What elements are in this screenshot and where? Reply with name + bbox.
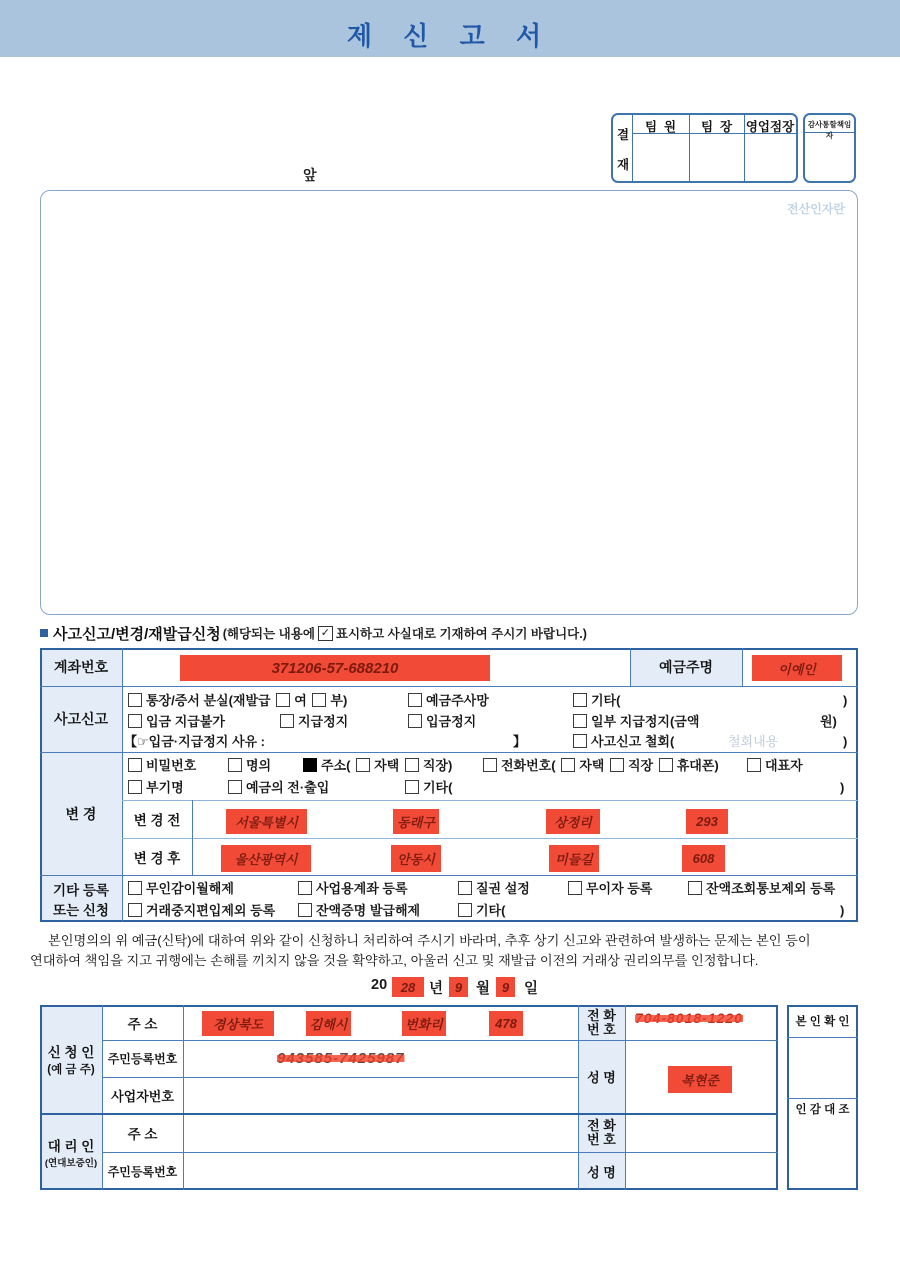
checkbox-etc-other[interactable] bbox=[458, 903, 472, 917]
paren-close: ) bbox=[843, 693, 848, 708]
after-change-label: 변 경 후 bbox=[133, 850, 181, 866]
audit-box bbox=[803, 113, 856, 183]
date-day-unit: 일 bbox=[524, 981, 539, 997]
grid-line bbox=[787, 1037, 858, 1038]
etc-item-7 bbox=[298, 902, 420, 919]
checkbox-representative[interactable] bbox=[747, 758, 761, 772]
phone-label-line2: 번 호 bbox=[587, 1021, 616, 1037]
agent-role-line1: 대 리 인 bbox=[47, 1138, 95, 1154]
date-month-value: 9 bbox=[449, 977, 468, 997]
depositor-name-label: 예금주명 bbox=[658, 659, 714, 675]
bracket-close: 】 bbox=[513, 734, 527, 749]
after-value-3: 미들길 bbox=[549, 845, 599, 872]
checkbox-label: 기타( bbox=[591, 693, 621, 708]
applicant-rrn-value: 943585-7425987 bbox=[277, 1050, 405, 1067]
applicant-rrn-label: 주민등록번호 bbox=[107, 1052, 178, 1066]
page-title: 제 신 고 서 bbox=[346, 21, 554, 51]
seal-compare-label: 인 감 대 조 bbox=[795, 1104, 850, 1116]
after-value-1: 울산광역시 bbox=[221, 845, 311, 872]
checkbox-balance-cert-release[interactable] bbox=[298, 903, 312, 917]
section-title: 사고신고/변경/재발급신청 bbox=[53, 625, 221, 643]
checkbox-label: 명의 bbox=[246, 758, 272, 773]
approval-col-team-member: 팀 원 bbox=[644, 120, 677, 134]
applicant-role-line2: (예 금 주) bbox=[47, 1064, 95, 1076]
checkbox-label: 전화번호( bbox=[501, 758, 556, 773]
checkbox-deposit-block[interactable] bbox=[128, 714, 142, 728]
checkbox-report-withdraw[interactable] bbox=[573, 734, 587, 748]
etc-item-8 bbox=[458, 902, 505, 919]
applicant-address-label: 주 소 bbox=[127, 1016, 158, 1032]
accident-item-withdraw bbox=[573, 733, 674, 750]
accident-item-partial-stop bbox=[573, 713, 699, 730]
depositor-name-value: 이예인 bbox=[752, 655, 842, 681]
checkmark-box-icon: ✓ bbox=[318, 626, 333, 641]
grid-line bbox=[102, 1040, 778, 1041]
checkbox-phone-change[interactable] bbox=[483, 758, 497, 772]
applicant-phone-value: 704-8018-1220 bbox=[635, 1010, 743, 1026]
checkbox-passbook-loss[interactable] bbox=[128, 693, 142, 707]
checkbox-label: 입금정지 bbox=[426, 714, 477, 729]
print-area-watermark: 전산인자란 bbox=[787, 202, 845, 216]
checkbox-label: 지급정지 bbox=[298, 714, 349, 729]
checkbox-label: 무인감이월해제 bbox=[146, 881, 234, 896]
checkbox-label: 비밀번호 bbox=[146, 758, 197, 773]
checkbox-label: 직장 bbox=[627, 758, 654, 773]
change-item-address bbox=[303, 757, 452, 774]
checkbox-label: 입금 지급불가 bbox=[146, 714, 225, 729]
paren-close: ) bbox=[840, 780, 845, 795]
accident-item-deposit-stop bbox=[408, 713, 476, 730]
change-section-label: 변 경 bbox=[65, 805, 97, 822]
before-value-3: 상정리 bbox=[546, 809, 600, 834]
checkbox-label: 잔액조회통보제외 등록 bbox=[706, 881, 836, 896]
grid-line bbox=[122, 800, 858, 801]
etc-item-1 bbox=[128, 880, 234, 897]
section-note-post: 표시하고 사실대로 기재하여 주시기 바랍니다.) bbox=[335, 627, 587, 641]
change-item-phone bbox=[483, 757, 719, 774]
checkbox-home[interactable] bbox=[356, 758, 370, 772]
checkbox-business-account[interactable] bbox=[298, 881, 312, 895]
after-value-2: 안동시 bbox=[391, 845, 441, 872]
etc-item-5 bbox=[688, 880, 835, 897]
applicant-role-label bbox=[40, 1005, 102, 1113]
grid-line bbox=[787, 1098, 858, 1099]
etc-item-6 bbox=[128, 902, 275, 919]
checkbox-label: 잔액증명 발급해제 bbox=[316, 903, 421, 918]
checkbox-seal-carryover[interactable] bbox=[128, 881, 142, 895]
date-century: 20 bbox=[371, 977, 388, 993]
before-value-2: 동래구 bbox=[393, 809, 439, 834]
addressee-label: 앞 bbox=[303, 167, 317, 183]
grid-line bbox=[192, 800, 193, 875]
grid-line bbox=[40, 752, 858, 753]
applicant-biz-label: 사업자번호 bbox=[111, 1088, 174, 1104]
accident-item-payment-stop bbox=[280, 713, 348, 730]
change-item-name bbox=[228, 757, 271, 774]
etc-item-4 bbox=[568, 880, 652, 897]
checkbox-label: 거래중지편입제외 등록 bbox=[146, 903, 276, 918]
grid-line bbox=[742, 648, 743, 686]
checkbox-label: 직장) bbox=[422, 758, 453, 773]
identity-check-label: 본 인 확 인 bbox=[795, 1016, 850, 1028]
accident-item-passbook-loss bbox=[128, 692, 347, 709]
etc-registration-label bbox=[40, 875, 122, 922]
change-item-password bbox=[128, 757, 196, 774]
applicant-address-2: 김해시 bbox=[306, 1011, 351, 1036]
account-number-value: 371206-57-688210 bbox=[180, 655, 490, 681]
applicant-address-4: 478 bbox=[489, 1011, 523, 1036]
paren-close: ) bbox=[843, 734, 848, 749]
won-close: 원) bbox=[820, 714, 837, 729]
checkbox-label: 부기명 bbox=[146, 780, 184, 795]
checkbox-label: 예금주사망 bbox=[426, 693, 489, 708]
checkbox-suspend-exclude[interactable] bbox=[128, 903, 142, 917]
grid-line bbox=[40, 875, 858, 876]
checkbox-label: 대표자 bbox=[765, 758, 803, 773]
applicant-role-line1: 신 청 인 bbox=[47, 1045, 95, 1060]
accident-item-depositor-death bbox=[408, 692, 489, 709]
checkbox-subtitle[interactable] bbox=[128, 780, 142, 794]
checkbox-phone-mobile[interactable] bbox=[659, 758, 673, 772]
checkbox-phone-home[interactable] bbox=[561, 758, 575, 772]
etc-label-line2: 또는 신청 bbox=[53, 902, 109, 918]
grid-line bbox=[183, 1005, 184, 1190]
grid-line bbox=[40, 686, 858, 687]
grid-line bbox=[122, 648, 123, 922]
checkbox-depositor-death[interactable] bbox=[408, 693, 422, 707]
approval-stamp-label-2: 재 bbox=[617, 158, 630, 172]
approval-col-team-leader: 팀 장 bbox=[700, 120, 733, 134]
agent-rrn-label: 주민등록번호 bbox=[107, 1164, 178, 1179]
bullet-icon bbox=[40, 629, 48, 637]
checkbox-label: 부) bbox=[330, 693, 348, 708]
date-day-value: 9 bbox=[496, 977, 515, 997]
checkbox-balance-notify-exclude[interactable] bbox=[688, 881, 702, 895]
account-number-label: 계좌번호 bbox=[53, 659, 109, 675]
applicant-address-3: 번화리 bbox=[402, 1011, 446, 1036]
checkbox-pledge[interactable] bbox=[458, 881, 472, 895]
change-item-subtitle bbox=[128, 779, 184, 796]
approval-box bbox=[611, 113, 798, 183]
before-change-label: 변 경 전 bbox=[133, 813, 181, 828]
checkbox-partial-stop[interactable] bbox=[573, 714, 587, 728]
checkbox-label: 기타( bbox=[423, 780, 453, 795]
agent-phone-label bbox=[578, 1113, 625, 1152]
phone-label-line1: 전 화 bbox=[587, 1007, 616, 1023]
applicant-address-1: 경상북도 bbox=[202, 1011, 274, 1036]
checkbox-deposit-transfer[interactable] bbox=[228, 780, 242, 794]
agent-address-label: 주 소 bbox=[127, 1126, 158, 1142]
checkbox-work[interactable] bbox=[405, 758, 419, 772]
change-item-transfer bbox=[228, 779, 329, 796]
checkbox-address-checked[interactable] bbox=[303, 758, 317, 772]
date-year-value: 28 bbox=[392, 977, 424, 997]
checkbox-label: 무이자 등록 bbox=[586, 881, 653, 896]
checkbox-no[interactable] bbox=[312, 693, 326, 707]
date-year-unit: 년 bbox=[429, 981, 444, 997]
date-month-unit: 월 bbox=[476, 981, 491, 997]
grid-line bbox=[122, 838, 858, 839]
checkbox-label: 사고신고 철회( bbox=[591, 734, 675, 749]
applicant-name-value: 복현준 bbox=[668, 1066, 732, 1093]
checkbox-label: 기타( bbox=[476, 903, 506, 918]
accident-item-deposit-block bbox=[128, 713, 225, 730]
approval-col-branch-manager: 영업점장 bbox=[745, 120, 795, 134]
after-value-4: 608 bbox=[682, 845, 725, 872]
grid-line bbox=[625, 1005, 626, 1190]
before-value-4: 293 bbox=[686, 809, 728, 834]
applicant-phone-label bbox=[578, 1005, 625, 1040]
withdraw-hint: 철회내용 bbox=[728, 734, 779, 749]
checkbox-label: 주소( bbox=[321, 758, 351, 773]
checkbox-password[interactable] bbox=[128, 758, 142, 772]
change-item-representative bbox=[747, 757, 803, 774]
paren-close: ) bbox=[840, 903, 845, 918]
section-header bbox=[40, 623, 587, 643]
agent-name-label: 성 명 bbox=[587, 1164, 616, 1180]
grid-line bbox=[102, 1152, 778, 1153]
stop-reason-label: 【☞입금·지급정지 사유 : bbox=[124, 734, 266, 749]
checkbox-label: 일부 지급정지(금액 bbox=[591, 714, 700, 729]
checkbox-etc[interactable] bbox=[573, 693, 587, 707]
checkbox-name-change[interactable] bbox=[228, 758, 242, 772]
accident-item-etc bbox=[573, 692, 620, 709]
checkbox-no-interest[interactable] bbox=[568, 881, 582, 895]
agent-role-line2: (연대보증인) bbox=[44, 1157, 98, 1169]
pledge-line-2: 연대하여 책임을 지고 귀행에는 손해를 끼치지 않을 것을 확약하고, 아울러 신고 및 재발급 이전의 거래상 권리의무를 인정합니다. bbox=[30, 953, 759, 968]
etc-item-3 bbox=[458, 880, 530, 897]
checkbox-label: 통장/증서 분실(재발급 bbox=[146, 693, 271, 708]
pledge-line-1: 본인명의의 위 예금(신탁)에 대하여 위와 같이 신청하니 처리하여 주시기 바라며, 추후 상기 신고와 관련하여 발생하는 문제는 본인 등이 bbox=[48, 933, 811, 948]
checkbox-label: 사업용계좌 등록 bbox=[316, 881, 408, 896]
etc-label-line1: 기타 등록 bbox=[53, 882, 109, 898]
checkbox-label: 질권 설정 bbox=[476, 881, 530, 896]
change-item-etc bbox=[405, 779, 452, 796]
etc-item-2 bbox=[298, 880, 408, 897]
checkbox-phone-work[interactable] bbox=[610, 758, 624, 772]
checkbox-deposit-stop[interactable] bbox=[408, 714, 422, 728]
audit-supervisor-label: 감사통할책임자 bbox=[807, 120, 852, 140]
computer-print-area bbox=[40, 190, 858, 615]
checkbox-yes[interactable] bbox=[276, 693, 290, 707]
accident-report-label: 사고신고 bbox=[53, 711, 109, 727]
checkbox-label: 자택 bbox=[374, 758, 400, 773]
checkbox-label: 휴대폰) bbox=[676, 758, 719, 773]
phone-label-line2: 번 호 bbox=[587, 1131, 616, 1147]
section-note-pre: (해당되는 내용에 bbox=[222, 627, 315, 641]
applicant-name-label: 성 명 bbox=[587, 1070, 616, 1085]
checkbox-payment-stop[interactable] bbox=[280, 714, 294, 728]
checkbox-label: 예금의 전·출입 bbox=[246, 780, 330, 795]
phone-label-line1: 전 화 bbox=[587, 1117, 616, 1133]
checkbox-change-etc[interactable] bbox=[405, 780, 419, 794]
checkbox-label: 자택 bbox=[579, 758, 605, 773]
checkbox-label: 여 bbox=[294, 693, 307, 708]
approval-stamp-label-1: 결 bbox=[617, 128, 630, 142]
agent-role-label bbox=[40, 1113, 102, 1190]
before-value-1: 서울특별시 bbox=[226, 809, 307, 834]
